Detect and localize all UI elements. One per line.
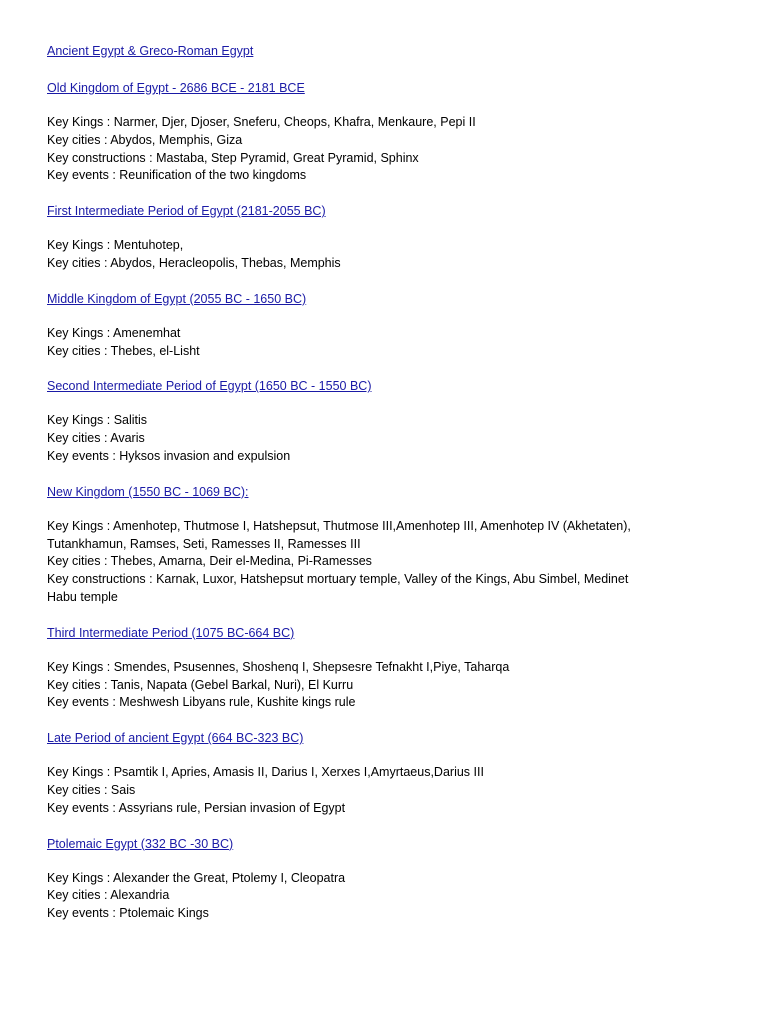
section-heading-link[interactable]: Ptolemaic Egypt (332 BC -30 BC) bbox=[47, 836, 234, 851]
section-line: Key events : Hyksos invasion and expulsion bbox=[47, 448, 291, 463]
section-line: Key cities : Thebes, el-Lisht bbox=[47, 343, 200, 358]
section-body bbox=[47, 114, 737, 185]
sections-container bbox=[47, 79, 737, 923]
section-line: Key cities : Thebes, Amarna, Deir el-Medina, Pi-Ramesses bbox=[47, 554, 372, 569]
section-line: Tutankhamun, Ramses, Seti, Ramesses II, Ramesses III bbox=[47, 536, 361, 551]
section-heading-link[interactable]: Old Kingdom of Egypt - 2686 BCE - 2181 BCE bbox=[47, 81, 305, 95]
section-body bbox=[47, 325, 737, 361]
section-line: Key cities : Abydos, Heracleopolis, Thebas, Memphis bbox=[47, 255, 341, 270]
section-line: Key cities : Tanis, Napata (Gebel Barkal, Nuri), El Kurru bbox=[47, 677, 354, 692]
document-section bbox=[47, 79, 737, 185]
section-body bbox=[47, 237, 737, 273]
section-line: Key cities : Sais bbox=[47, 782, 136, 797]
section-heading-row bbox=[47, 202, 737, 220]
section-heading-row bbox=[47, 79, 737, 97]
section-heading-row bbox=[47, 835, 737, 853]
document-section bbox=[47, 624, 737, 712]
section-line: Key events : Reunification of the two kingdoms bbox=[47, 168, 307, 183]
section-line: Key events : Meshwesh Libyans rule, Kushite kings rule bbox=[47, 695, 356, 710]
section-body bbox=[47, 518, 737, 607]
section-heading-row bbox=[47, 483, 737, 501]
section-line: Key events : Ptolemaic Kings bbox=[47, 906, 209, 921]
section-heading-link[interactable]: Third Intermediate Period (1075 BC-664 BC) bbox=[47, 625, 295, 640]
section-body bbox=[47, 764, 737, 817]
section-line: Key Kings : Mentuhotep, bbox=[47, 238, 184, 253]
section-line: Key constructions : Mastaba, Step Pyramid, Great Pyramid, Sphinx bbox=[47, 150, 419, 165]
document-section bbox=[47, 483, 737, 607]
section-line: Key Kings : Narmer, Djer, Djoser, Sneferu, Cheops, Khafra, Menkaure, Pepi II bbox=[47, 115, 476, 129]
section-body bbox=[47, 659, 737, 712]
section-line: Key Kings : Salitis bbox=[47, 413, 148, 428]
section-line: Habu temple bbox=[47, 589, 118, 604]
section-line: Key Kings : Amenhotep, Thutmose I, Hatshepsut, Thutmose III,Amenhotep III, Amenhotep IV (Akhetaten), bbox=[47, 518, 631, 533]
section-body bbox=[47, 412, 737, 465]
document-section bbox=[47, 835, 737, 923]
section-line: Key Kings : Alexander the Great, Ptolemy I, Cleopatra bbox=[47, 870, 346, 885]
section-heading-link[interactable]: Late Period of ancient Egypt (664 BC-323 BC) bbox=[47, 731, 304, 746]
section-heading-link[interactable]: First Intermediate Period of Egypt (2181-2055 BC) bbox=[47, 204, 326, 219]
section-body bbox=[47, 870, 737, 923]
section-heading-row bbox=[47, 729, 737, 747]
document-page bbox=[47, 43, 737, 940]
section-heading-link[interactable]: Second Intermediate Period of Egypt (1650 BC - 1550 BC) bbox=[47, 379, 372, 394]
document-title-link[interactable]: Ancient Egypt & Greco-Roman Egypt bbox=[47, 44, 254, 58]
section-line: Key cities : Avaris bbox=[47, 431, 145, 446]
document-section bbox=[47, 202, 737, 273]
section-line: Key cities : Abydos, Memphis, Giza bbox=[47, 132, 243, 147]
section-line: Key Kings : Smendes, Psusennes, Shoshenq I, Shepsesre Tefnakht I,Piye, Taharqa bbox=[47, 659, 510, 674]
document-section bbox=[47, 377, 737, 465]
document-section bbox=[47, 729, 737, 817]
section-line: Key Kings : Amenemhat bbox=[47, 325, 181, 340]
section-line: Key cities : Alexandria bbox=[47, 888, 170, 903]
section-line: Key constructions : Karnak, Luxor, Hatshepsut mortuary temple, Valley of the Kings, Abu Simbel, Medinet bbox=[47, 572, 629, 587]
section-heading-link[interactable]: Middle Kingdom of Egypt (2055 BC - 1650 BC) bbox=[47, 291, 307, 306]
document-section bbox=[47, 290, 737, 361]
section-line: Key events : Assyrians rule, Persian invasion of Egypt bbox=[47, 800, 346, 815]
section-heading-link[interactable]: New Kingdom (1550 BC - 1069 BC): bbox=[47, 484, 249, 499]
section-heading-row bbox=[47, 290, 737, 308]
section-heading-row bbox=[47, 377, 737, 395]
section-line: Key Kings : Psamtik I, Apries, Amasis II, Darius I, Xerxes I,Amyrtaeus,Darius III bbox=[47, 765, 484, 780]
section-heading-row bbox=[47, 624, 737, 642]
